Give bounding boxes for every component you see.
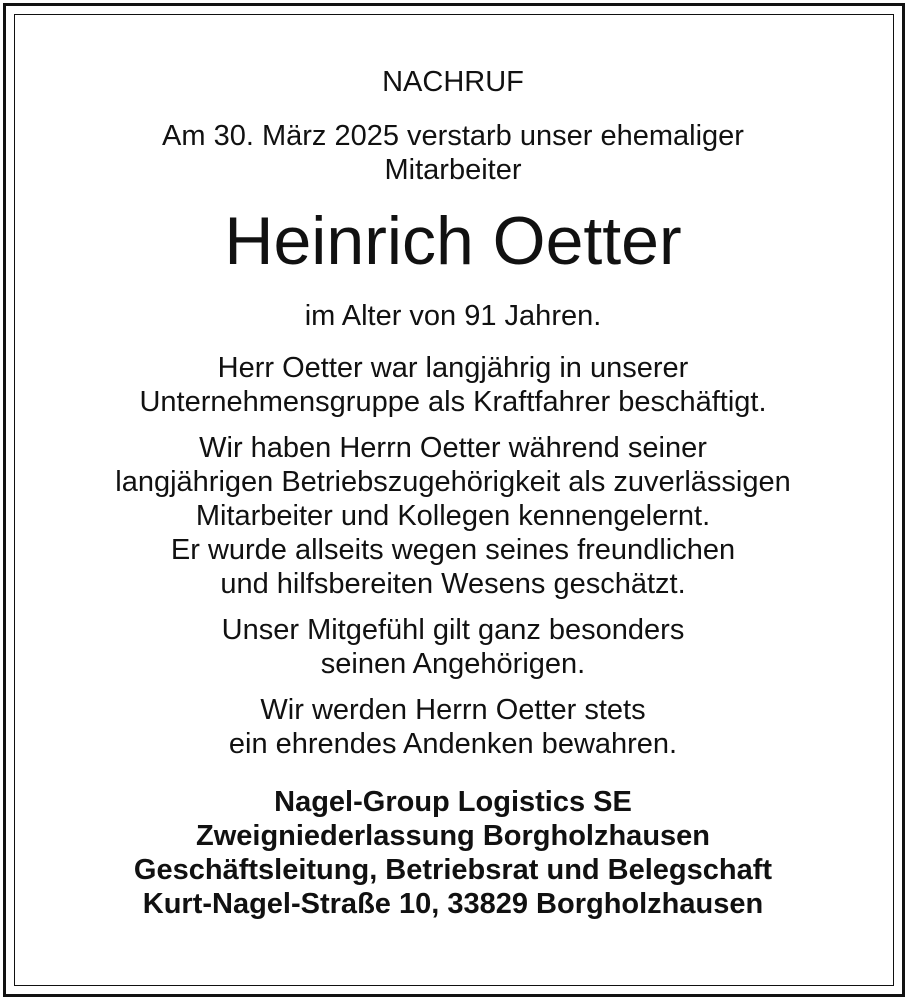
paragraph-line: Herr Oetter war langjährig in unserer (217, 352, 689, 384)
intro-text (15, 119, 891, 187)
signature-company: Nagel-Group Logistics SE (274, 786, 632, 818)
paragraph-line: Mitarbeiter und Kollegen kennengelernt. (195, 500, 711, 532)
paragraph-line: langjährigen Betriebszugehörigkeit als zuverlässigen (115, 466, 791, 498)
intro-line: Mitarbeiter (384, 154, 522, 186)
signature-branch: Zweigniederlassung Borgholzhausen (195, 820, 710, 852)
signature-address: Kurt-Nagel-Straße 10, 33829 Borgholzhausen (142, 888, 764, 920)
obituary-notice (15, 15, 891, 921)
signature-block (15, 785, 891, 921)
paragraph-line: Wir haben Herrn Oetter während seiner (199, 432, 707, 464)
signature-signatories: Geschäftsleitung, Betriebsrat und Belegschaft (133, 854, 773, 886)
paragraph-tribute (15, 431, 891, 601)
paragraph-condolence (15, 613, 891, 681)
paragraph-line: seinen Angehörigen. (320, 648, 586, 680)
paragraph-line: Unternehmensgruppe als Kraftfahrer beschäftigt. (139, 386, 767, 418)
paragraph-line: und hilfsbereiten Wesens geschätzt. (220, 568, 686, 600)
intro-line: Am 30. März 2025 verstarb unser ehemaliger (162, 120, 744, 152)
paragraph-employment (15, 351, 891, 419)
paragraph-remembrance (15, 693, 891, 761)
paragraph-line: Er wurde allseits wegen seines freundlichen (170, 534, 736, 566)
paragraph-line: Unser Mitgefühl gilt ganz besonders (221, 614, 685, 646)
notice-heading: NACHRUF (382, 66, 524, 98)
paragraph-line: Wir werden Herrn Oetter stets (260, 694, 646, 726)
age-line: im Alter von 91 Jahren. (304, 300, 602, 332)
deceased-name: Heinrich Oetter (224, 203, 682, 279)
paragraph-line: ein ehrendes Andenken bewahren. (228, 728, 678, 760)
